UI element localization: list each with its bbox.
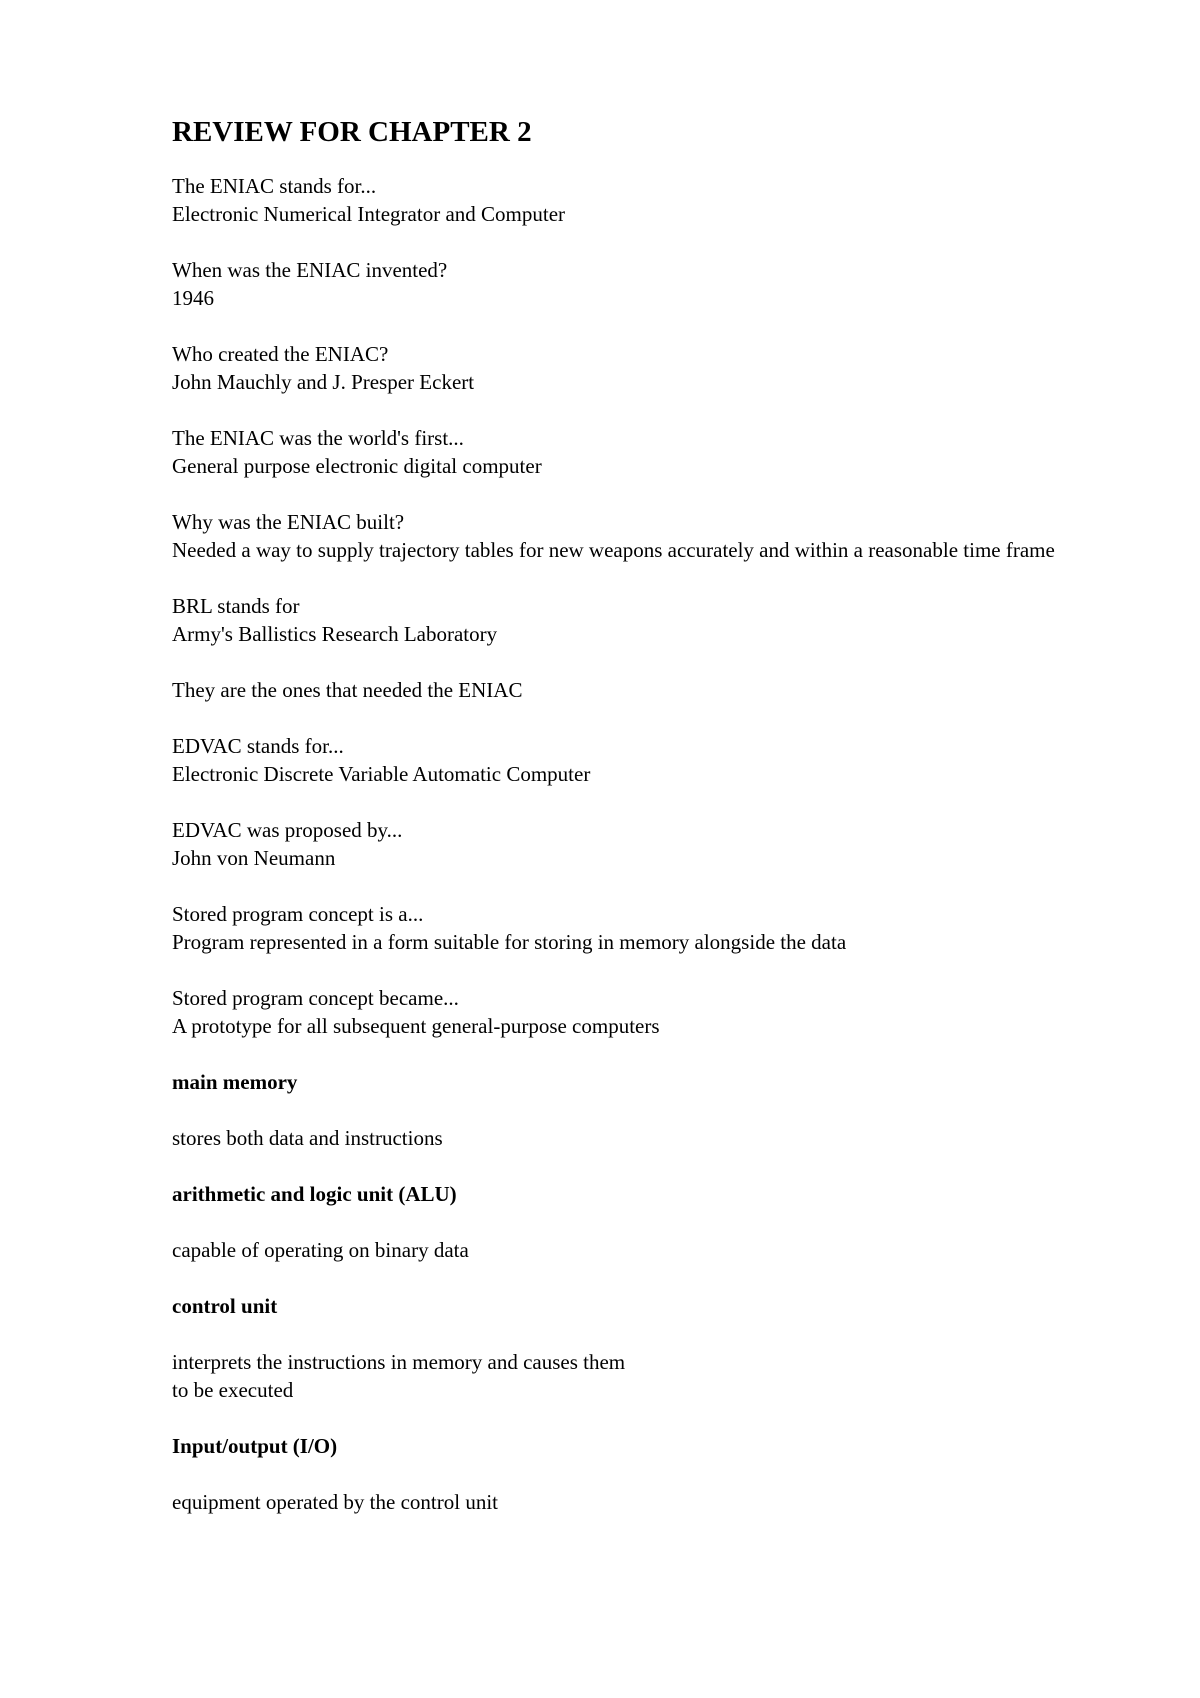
qa-item (172, 984, 1092, 1040)
qa-section (172, 172, 1092, 1040)
answer-text: Army's Ballistics Research Laboratory (172, 622, 498, 646)
term-definition (172, 1124, 1092, 1152)
question-text: Why was the ENIAC built? (172, 510, 405, 534)
document-page (172, 112, 1092, 1544)
answer-text: Program represented in a form suitable for storing in memory alongside the data (172, 930, 847, 954)
qa-item (172, 732, 1092, 788)
question-text: EDVAC stands for... (172, 734, 344, 758)
qa-item (172, 900, 1092, 956)
answer-text: John von Neumann (172, 846, 336, 870)
answer-text: Electronic Numerical Integrator and Computer (172, 202, 566, 226)
terms-section (172, 1068, 1092, 1516)
question-text: Stored program concept is a... (172, 902, 424, 926)
question-text: The ENIAC was the world's first... (172, 426, 464, 450)
term-definition (172, 1348, 1092, 1404)
question-text: BRL stands for (172, 594, 300, 618)
term-heading: control unit (172, 1294, 278, 1318)
definition-line: equipment operated by the control unit (172, 1490, 498, 1514)
qa-item (172, 508, 1092, 564)
definition-line: stores both data and instructions (172, 1126, 443, 1150)
term-definition (172, 1236, 1092, 1264)
definition-line: interprets the instructions in memory and causes them (172, 1350, 626, 1374)
qa-item (172, 592, 1092, 648)
answer-text: General purpose electronic digital computer (172, 454, 542, 478)
note-text: They are the ones that needed the ENIAC (172, 678, 523, 702)
answer-text: 1946 (172, 286, 214, 310)
question-text: Who created the ENIAC? (172, 342, 389, 366)
qa-item (172, 676, 1092, 704)
page-title: REVIEW FOR CHAPTER 2 (172, 116, 532, 148)
answer-text: Needed a way to supply trajectory tables for new weapons accurately and within a reasonable time frame (172, 538, 1055, 562)
term-heading: arithmetic and logic unit (ALU) (172, 1182, 457, 1206)
qa-item (172, 816, 1092, 872)
question-text: EDVAC was proposed by... (172, 818, 403, 842)
term-definition (172, 1488, 1092, 1516)
answer-text: John Mauchly and J. Presper Eckert (172, 370, 475, 394)
definition-line: to be executed (172, 1378, 294, 1402)
term-heading: Input/output (I/O) (172, 1434, 338, 1458)
question-text: The ENIAC stands for... (172, 174, 377, 198)
definition-line: capable of operating on binary data (172, 1238, 469, 1262)
question-text: Stored program concept became... (172, 986, 459, 1010)
qa-item (172, 340, 1092, 396)
term-heading: main memory (172, 1070, 298, 1094)
question-text: When was the ENIAC invented? (172, 258, 448, 282)
qa-item (172, 172, 1092, 228)
qa-item (172, 424, 1092, 480)
answer-text: A prototype for all subsequent general-purpose computers (172, 1014, 660, 1038)
answer-text: Electronic Discrete Variable Automatic Computer (172, 762, 591, 786)
qa-item (172, 256, 1092, 312)
